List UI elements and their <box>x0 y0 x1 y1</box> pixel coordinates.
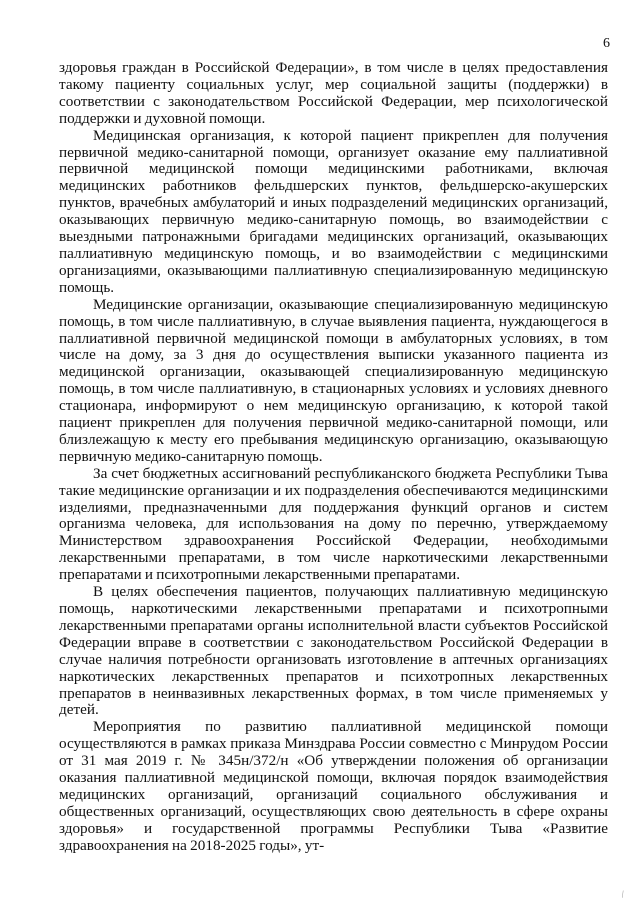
paragraph-continuation: здоровья граждан в Российской Федерации», в том числе в целях предоставления такому пациенту социальных услуг, мер социальной защиты (поддержки) в соответствии с законодательством Российской Федерации, мер психологической поддержки и духовной помощи. <box>59 59 608 127</box>
page-number: 6 <box>603 36 610 51</box>
paragraph-primary-care-organization: Медицинская организация, к которой пациент прикреплен для получения первичной медико-санитарной помощи, организует оказание ему паллиативной первичной медицинской помощи медицинскими работниками, включая медицинских работников фельдшерских пунктов, фельдшерско-акушерских пунктов, врачебных амбулаторий и иных подразделений медицинских организаций, оказывающих первичную медико-санитарную помощь, во взаимодействии с выездными патронажными бригадами медицинских организаций, оказывающих паллиативную медицинскую помощь, и во взаимодействии с медицинскими организациями, оказывающими паллиативную специализированную медицинскую помощь. <box>59 126 608 296</box>
paragraph-narcotic-drugs: В целях обеспечения пациентов, получающих паллиативную медицинскую помощь, наркотическими лекарственными препаратами и психотропными лекарственными препаратами органы исполнительной власти субъектов Российской Федерации вправе в соответствии с законодательством Российской Федерации в случае наличия потребности организовать изготовление в аптечных организациях наркотических лекарственных препаратов и психотропных лекарственных препаратов в неинвазивных лекарственных формах, в том числе применяемых у детей. <box>59 583 608 719</box>
scan-mark: ∕ <box>619 889 626 899</box>
paragraph-budget-funding: За счет бюджетных ассигнований республиканского бюджета Республики Тыва такие медицинские организации и их подразделения обеспечиваются медицинскими изделиями, предназначенными для поддержания функций органов и систем организма человека, для использования на дому по перечню, утверждаемому Министерством здравоохранения Российской Федерации, необходимыми лекарственными препаратами, в том числе наркотическими лекарственными препаратами и психотропными лекарственными препаратами. <box>59 464 608 584</box>
paragraph-development-measures: Мероприятия по развитию паллиативной медицинской помощи осуществляются в рамках приказа Минздрава России совместно с Минрудом России от 31 мая 2019 г. № 345н/372/н «Об утверждении положения об организации оказания паллиативной медицинской помощи, включая порядок взаимодействия медицинских организаций, организаций социального обслуживания и общественных организаций, осуществляющих свою деятельность в сфере охраны здоровья» и государственной программы Республики Тыва «Развитие здравоохранения на 2018-2025 годы», ут- <box>59 718 608 854</box>
document-body <box>59 60 608 855</box>
paragraph-specialized-organizations: Медицинские организации, оказывающие специализированную медицинскую помощь, в том числе паллиативную, в случае выявления пациента, нуждающегося в паллиативной первичной медицинской помощи в амбулаторных условиях, в том числе на дому, за 3 дня до осуществления выписки указанного пациента из медицинской организации, оказывающей специализированную медицинскую помощь, в том числе паллиативную, в стационарных условиях и условиях дневного стационара, информируют о нем медицинскую организацию, к которой такой пациент прикреплен для получения первичной медико-санитарной помощи, или близлежащую к месту его пребывания медицинскую организацию, оказывающую первичную медико-санитарную помощь. <box>59 295 608 465</box>
